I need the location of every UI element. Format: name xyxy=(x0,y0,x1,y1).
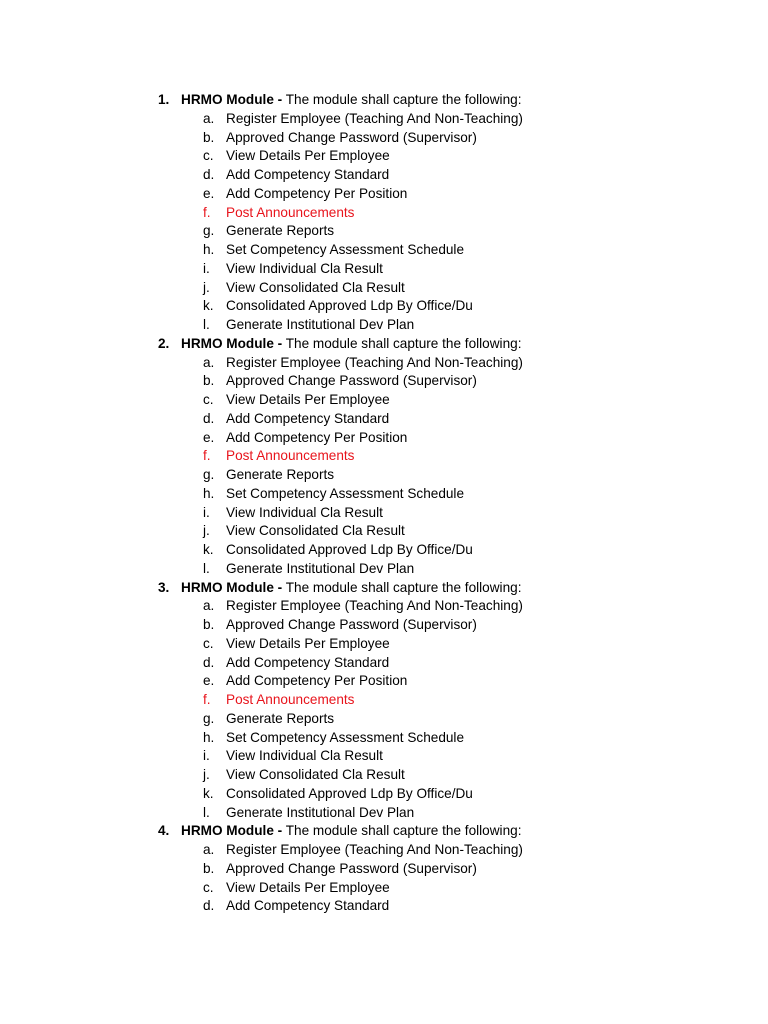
list-item-letter: b. xyxy=(203,860,215,876)
module-title: HRMO Module - xyxy=(181,579,283,595)
list-item-letter: a. xyxy=(203,110,215,126)
list-item-letter: i. xyxy=(203,504,210,520)
module-description: The module shall capture the following: xyxy=(282,823,522,839)
list-item-letter: d. xyxy=(203,410,215,426)
list-item xyxy=(0,429,768,448)
list-item-text: Add Competency Standard xyxy=(226,167,390,182)
module-heading xyxy=(0,579,768,598)
list-item xyxy=(0,372,768,391)
list-item xyxy=(0,354,768,373)
module-heading-text xyxy=(181,335,521,354)
list-item-text: Set Competency Assessment Schedule xyxy=(226,242,465,257)
list-item xyxy=(0,766,768,785)
list-item-text: Generate Institutional Dev Plan xyxy=(226,317,415,332)
list-item-text: Approved Change Password (Supervisor) xyxy=(226,617,477,632)
list-item-letter: g. xyxy=(203,223,215,239)
list-item xyxy=(0,241,768,260)
list-item-letter: k. xyxy=(203,542,214,557)
module-title: HRMO Module - xyxy=(181,823,283,839)
module-number: 2. xyxy=(158,335,170,351)
list-item-text: Add Competency Per Position xyxy=(226,185,408,201)
list-item-text: View Consolidated Cla Result xyxy=(226,279,405,295)
module-section xyxy=(0,822,768,916)
module-description: The module shall capture the following: xyxy=(282,579,522,595)
module-heading xyxy=(0,335,768,354)
module-heading xyxy=(0,91,768,110)
list-item xyxy=(0,166,768,185)
list-item-letter: b. xyxy=(203,373,215,389)
list-item xyxy=(0,110,768,129)
list-item xyxy=(0,504,768,523)
list-item-text: Consolidated Approved Ldp By Office/Du xyxy=(226,785,473,801)
module-heading-text xyxy=(181,579,521,598)
list-item xyxy=(0,129,768,148)
list-item-letter: c. xyxy=(203,148,214,164)
list-item xyxy=(0,316,768,335)
list-item-text: View Individual Cla Result xyxy=(226,748,383,764)
list-item xyxy=(0,785,768,804)
list-item-letter: a. xyxy=(203,354,215,370)
module-number: 4. xyxy=(158,823,170,839)
list-item xyxy=(0,654,768,673)
list-item xyxy=(0,279,768,298)
list-item-letter: j. xyxy=(203,767,210,782)
list-item-letter: l. xyxy=(203,560,210,576)
list-item-text: Generate Reports xyxy=(226,223,335,239)
list-item-letter: i. xyxy=(203,260,210,276)
list-item-text: Consolidated Approved Ldp By Office/Du xyxy=(226,298,473,314)
list-item xyxy=(0,297,768,316)
list-item xyxy=(0,222,768,241)
list-item-text: Approved Change Password (Supervisor) xyxy=(226,373,477,389)
module-title: HRMO Module - xyxy=(181,92,283,107)
list-item-text: Generate Reports xyxy=(226,467,335,482)
list-item-letter: e. xyxy=(203,429,215,445)
module-heading xyxy=(0,822,768,841)
module-section xyxy=(0,91,768,335)
list-item-text: Add Competency Standard xyxy=(226,898,390,914)
list-item-text: Register Employee (Teaching And Non-Teaching) xyxy=(226,354,523,370)
list-item-text: View Individual Cla Result xyxy=(226,260,383,276)
list-item-text: Generate Institutional Dev Plan xyxy=(226,804,415,820)
list-item-text: Post Announcements xyxy=(226,204,355,220)
module-section xyxy=(0,335,768,579)
list-item xyxy=(0,522,768,541)
list-item xyxy=(0,897,768,916)
list-item xyxy=(0,597,768,616)
list-item xyxy=(0,391,768,410)
module-description: The module shall capture the following: xyxy=(282,335,522,351)
list-item xyxy=(0,185,768,204)
list-item-letter: l. xyxy=(203,317,210,332)
list-item-letter: i. xyxy=(203,748,210,764)
module-heading-text xyxy=(181,91,521,110)
list-item-text: Add Competency Per Position xyxy=(226,429,408,445)
list-item-text: View Consolidated Cla Result xyxy=(226,767,405,782)
list-item-text: Add Competency Standard xyxy=(226,654,390,670)
list-item xyxy=(0,841,768,860)
module-number: 1. xyxy=(158,92,170,107)
list-item xyxy=(0,560,768,579)
list-item-text: Register Employee (Teaching And Non-Teaching) xyxy=(226,110,523,126)
list-item-letter: g. xyxy=(203,710,215,726)
list-item-text: View Individual Cla Result xyxy=(226,504,383,520)
list-item-letter: d. xyxy=(203,898,215,914)
module-heading-text xyxy=(181,822,521,841)
list-item xyxy=(0,410,768,429)
list-item-letter: a. xyxy=(203,842,215,857)
list-item-text: Approved Change Password (Supervisor) xyxy=(226,860,477,876)
list-item-letter: e. xyxy=(203,185,215,201)
list-item-letter: h. xyxy=(203,729,215,745)
list-item-letter: j. xyxy=(203,279,210,295)
module-section xyxy=(0,579,768,823)
module-list xyxy=(0,91,768,916)
module-title: HRMO Module - xyxy=(181,335,283,351)
list-item-text: Register Employee (Teaching And Non-Teaching) xyxy=(226,598,523,614)
list-item-letter: b. xyxy=(203,129,215,145)
list-item-text: Add Competency Per Position xyxy=(226,673,408,689)
list-item-text: View Details Per Employee xyxy=(226,148,390,164)
list-item-letter: j. xyxy=(203,523,210,539)
list-item xyxy=(0,260,768,279)
list-item-text: Post Announcements xyxy=(226,692,355,707)
list-item-letter: f. xyxy=(203,448,211,464)
list-item xyxy=(0,485,768,504)
list-item-letter: h. xyxy=(203,485,215,501)
list-item-letter: f. xyxy=(203,204,211,220)
module-number: 3. xyxy=(158,579,170,595)
list-item-letter: k. xyxy=(203,298,214,314)
list-item xyxy=(0,672,768,691)
list-item xyxy=(0,804,768,823)
list-item-text: Set Competency Assessment Schedule xyxy=(226,485,465,501)
list-item xyxy=(0,147,768,166)
list-item-text: View Details Per Employee xyxy=(226,392,390,407)
list-item xyxy=(0,729,768,748)
list-item-text: Post Announcements xyxy=(226,448,355,464)
list-item xyxy=(0,616,768,635)
list-item xyxy=(0,635,768,654)
list-item xyxy=(0,447,768,466)
list-item-letter: g. xyxy=(203,467,215,482)
list-item-letter: h. xyxy=(203,242,215,257)
list-item xyxy=(0,860,768,879)
list-item xyxy=(0,710,768,729)
list-item xyxy=(0,747,768,766)
list-item-letter: c. xyxy=(203,392,214,407)
list-item-text: Set Competency Assessment Schedule xyxy=(226,729,465,745)
list-item-letter: c. xyxy=(203,879,214,895)
list-item-letter: f. xyxy=(203,692,211,707)
list-item-letter: d. xyxy=(203,167,215,182)
list-item-text: Consolidated Approved Ldp By Office/Du xyxy=(226,542,473,557)
list-item xyxy=(0,466,768,485)
list-item-text: View Details Per Employee xyxy=(226,879,390,895)
list-item-letter: l. xyxy=(203,804,210,820)
list-item-text: Generate Institutional Dev Plan xyxy=(226,560,415,576)
list-item-text: View Details Per Employee xyxy=(226,635,390,651)
list-item xyxy=(0,691,768,710)
list-item xyxy=(0,541,768,560)
list-item xyxy=(0,879,768,898)
list-item-letter: e. xyxy=(203,673,215,689)
list-item-letter: c. xyxy=(203,635,214,651)
list-item-letter: d. xyxy=(203,654,215,670)
list-item-text: Generate Reports xyxy=(226,710,335,726)
list-item-letter: k. xyxy=(203,785,214,801)
list-item-text: Add Competency Standard xyxy=(226,410,390,426)
list-item-letter: b. xyxy=(203,617,215,632)
module-description: The module shall capture the following: xyxy=(282,92,522,107)
list-item-text: Register Employee (Teaching And Non-Teaching) xyxy=(226,842,523,857)
list-item-text: Approved Change Password (Supervisor) xyxy=(226,129,477,145)
list-item-letter: a. xyxy=(203,598,215,614)
list-item xyxy=(0,204,768,223)
list-item-text: View Consolidated Cla Result xyxy=(226,523,405,539)
